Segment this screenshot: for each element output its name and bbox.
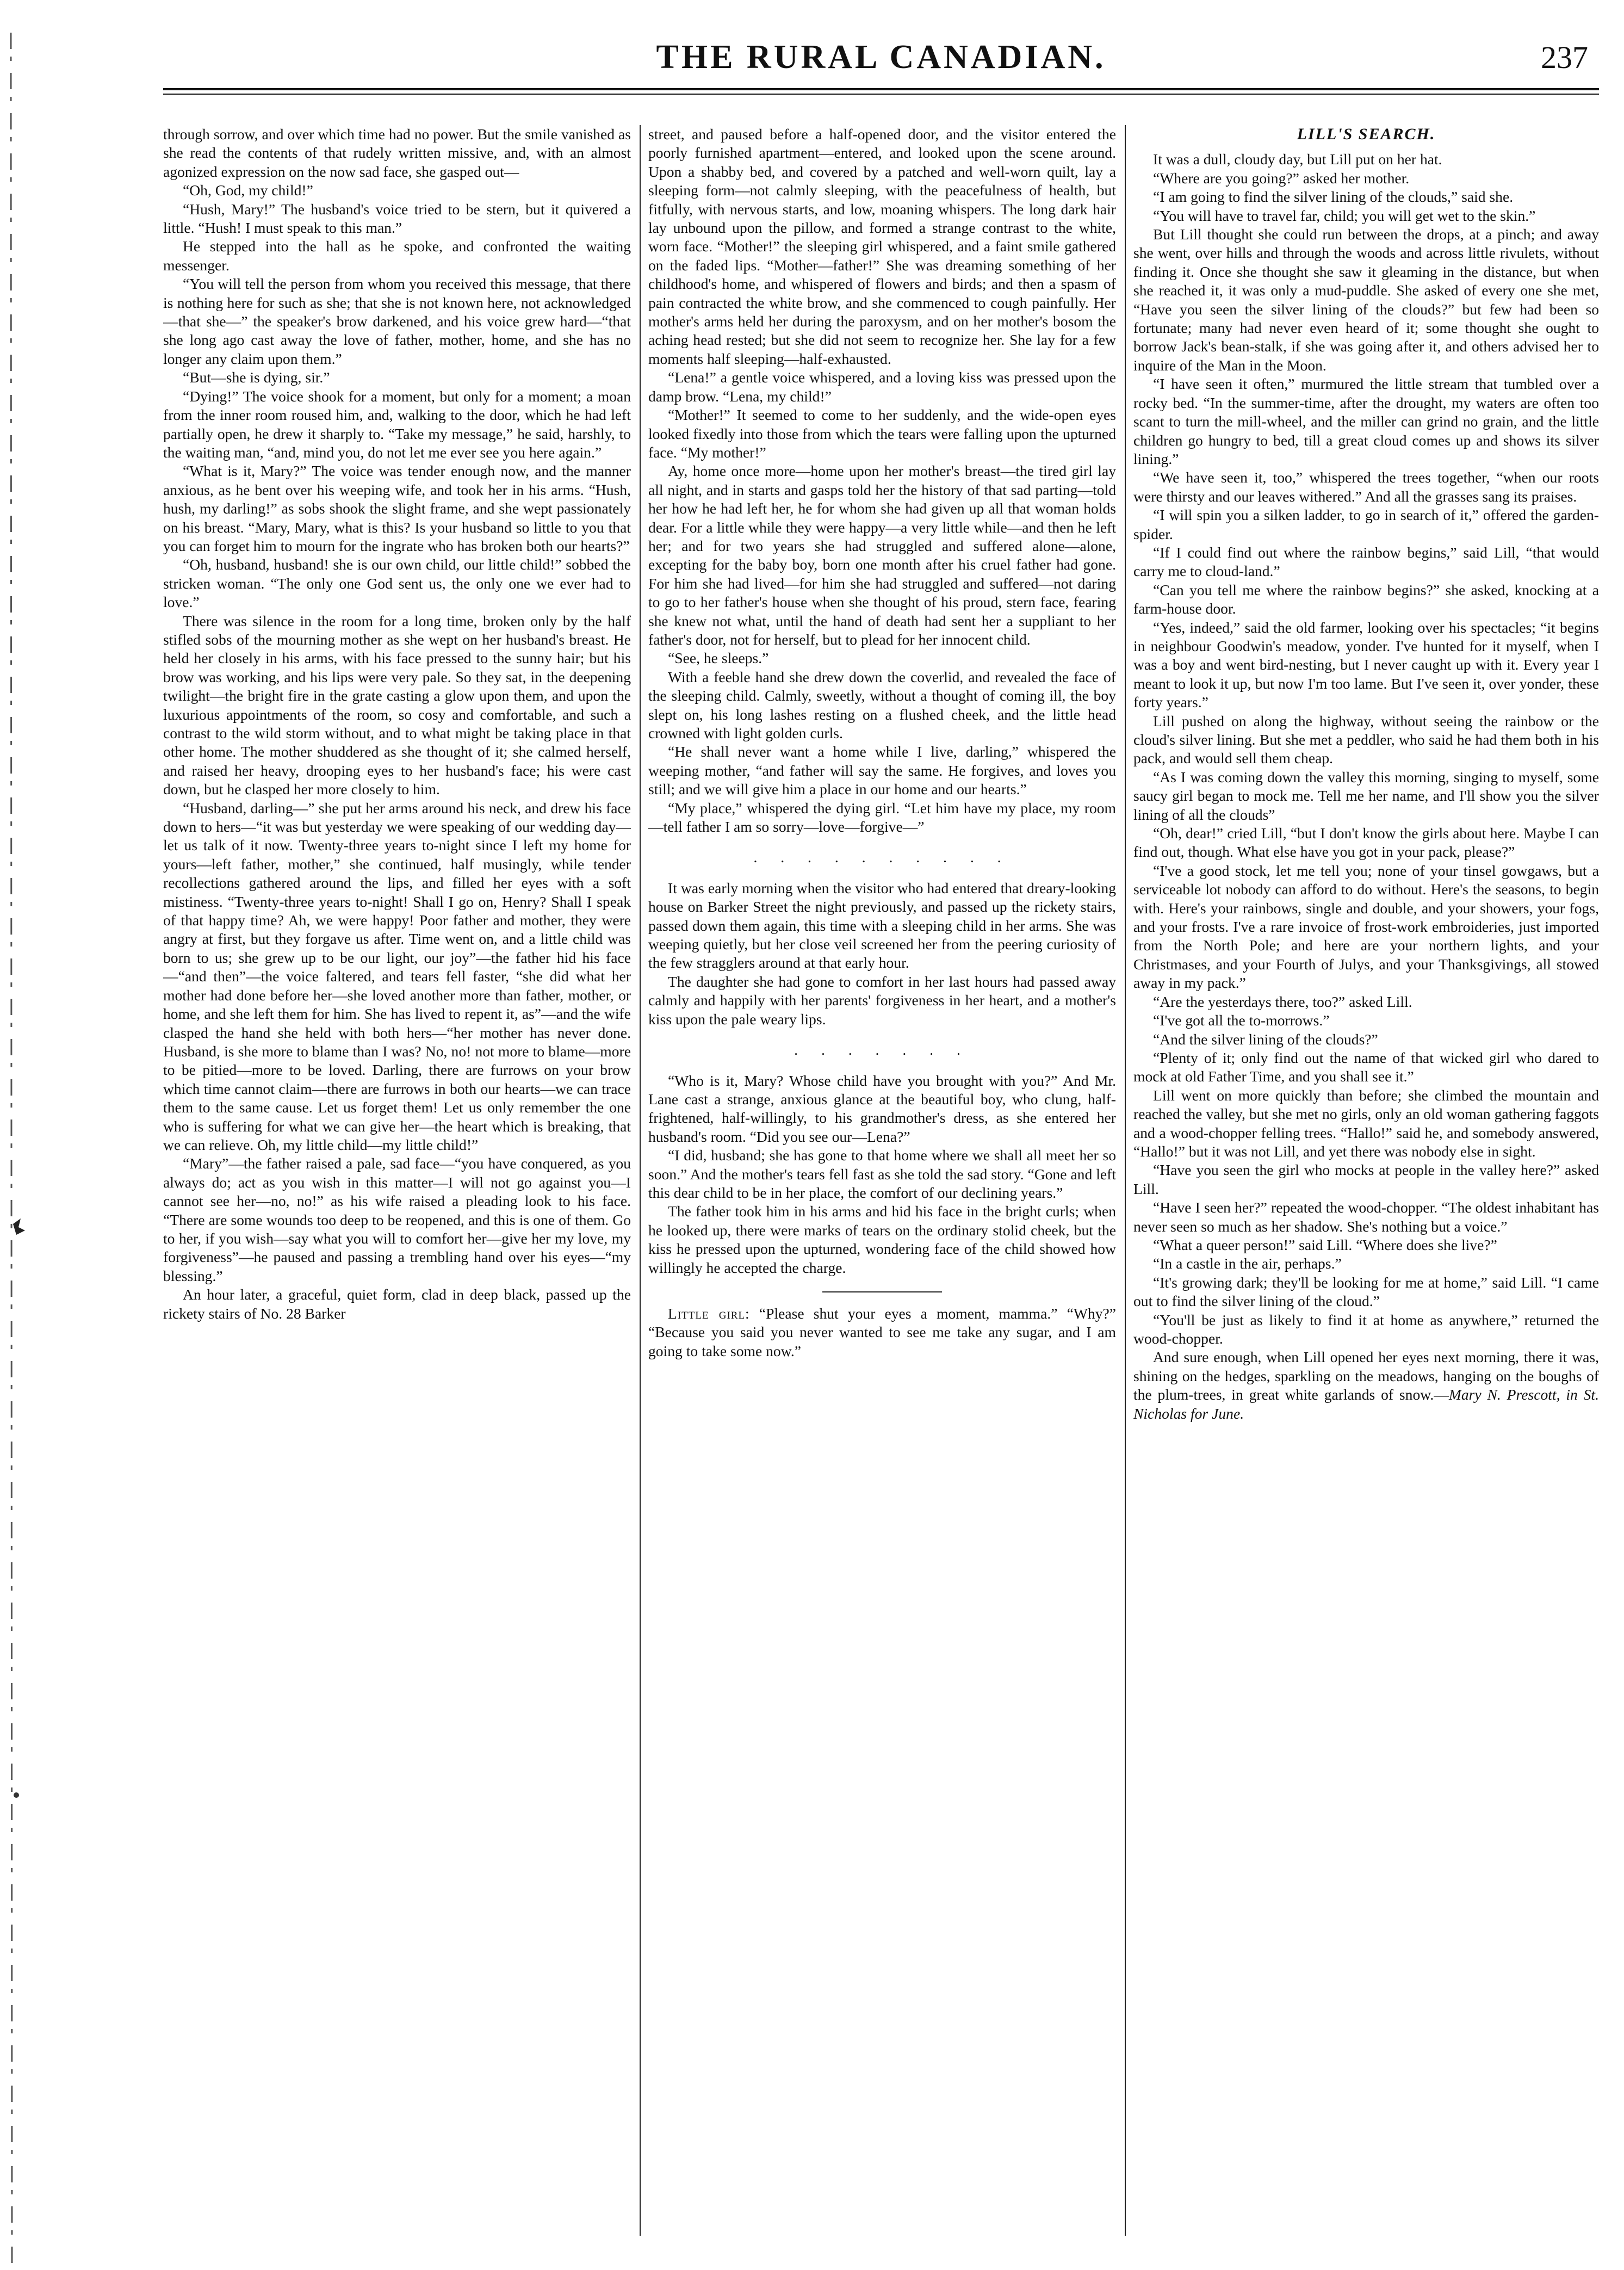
- section-break-dots: . . . . . . .: [794, 1041, 970, 1059]
- paragraph: But Lill thought she could run between the drops, at a pinch; and away she went, over hills and through the woods and across little rivulets, without finding it. Once she thought she saw it gleaming in the distance, but when she reached it, it was only a mud-puddle. She asked of every one she met, “Have you seen the silver lining of the clouds?” but few had been so fortunate; many had never even heard of it; some thought she ought to borrow Jack's bean-stalk, if she was going after it, and others advised her to inquire of the Man in the Moon.: [1133, 226, 1599, 374]
- paragraph: “Dying!” The voice shook for a moment, but only for a moment; a moan from the inner room roused him, and, walking to the door, which he had left partially open, he drew it sharply to. “Take my message,” he said, harshly, to the waiting man, “and, mind you, do not let me ever see you here again.”: [163, 387, 631, 461]
- paragraph: “Hush, Mary!” The husband's voice tried to be stern, but it quivered a little. “Hush! I must speak to this man.”: [163, 200, 631, 237]
- paragraph: “He shall never want a home while I live, darling,” whispered the weeping mother, “and father will say the same. He forgives, and loves you still; and we will give him a place in our home and our hearts.”: [648, 743, 1116, 798]
- paragraph: “See, he sleeps.”: [668, 650, 769, 667]
- paragraph: “What a queer person!” said Lill. “Where does she live?”: [1153, 1236, 1497, 1253]
- paragraph: Lill pushed on along the highway, without seeing the rainbow or the cloud's silver lining. But she met a peddler, who said he had them both in his pack, and would sell them cheap.: [1133, 712, 1599, 767]
- paragraph: through sorrow, and over which time had no power. But the smile vanished as she read the contents of that rudely written missive, and, with an almost agonized expression on the now sad face, she gasped out—: [163, 126, 631, 180]
- column-3: [1133, 125, 1599, 2236]
- paragraph: “You will tell the person from whom you received this message, that there is nothing here for such as she; that she is not known here, not acknowledged—that she—” the speaker's brow darkened, and his voice grew hard—“that she long ago cast away the love of father, mother, home, and she has no longer any claim upon them.”: [163, 275, 631, 367]
- paragraph: There was silence in the room for a long time, broken only by the half stifled sobs of the mourning mother as she wept on her husband's breast. He held her closely in his arms, with his face pressed to the sunny hair; but his brow was working, and his lips were very pale. So they sat, in the deepening twilight—the bright fire in the grate casting a glow upon them, and upon the luxurious appointments of the room, so cosy and comfortable, and such a contrast to the wild storm without, and to what might be taking place in that other home. The mother shuddered as she thought of it; she calmed herself, and raised her heavy, drooping eyes to her husband's face; his were cast down, but he clasped her more closely to him.: [163, 612, 631, 798]
- page-header: [163, 38, 1599, 103]
- paragraph: “Who is it, Mary? Whose child have you brought with you?” And Mr. Lane cast a strange, anxious glance at the beautiful boy, who clung, half-frightened, half-willingly, to his grandmother's dress, as she entered her husband's room. “Did you see our—Lena?”: [648, 1072, 1116, 1145]
- paragraph: “You will have to travel far, child; you will get wet to the skin.”: [1153, 207, 1536, 224]
- paragraph: street, and paused before a half-opened door, and the visitor entered the poorly furnished apartment—entered, and looked upon the scene around. Upon a shabby bed, and covered by a patched and well-worn quilt, lay a sleeping form—not calmly sleeping, with the peacefulness of health, but fitfully, with nervous starts, and low, moaning whispers. The long dark hair lay unbound upon the pillow, and formed a strange contrast to the white, worn face. “Mother!” the sleeping girl whispered, and a faint smile gathered on the faded lips. “Mother—father!” She was dreaming something of her childhood's home, and whispered of flowers and birds; and then a spasm of pain contracted the white brow, and she commenced to cough painfully. Her mother's arms held her during the paroxysm, and on her mother's bosom the aching head rested; but she did not seem to recognize her. She lay for a few moments half sleeping—half-exhausted.: [648, 126, 1116, 367]
- paragraph: The daughter she had gone to comfort in her last hours had passed away calmly and happily with her parents' forgiveness in her heart, and a mother's kiss upon the pale weary lips.: [648, 973, 1116, 1028]
- paragraph: “I did, husband; she has gone to that home where we shall all meet her so soon.” And the mother's tears fell fast as she told the sad story. “Gone and left this dear child to be in her place, the comfort of our declining years.”: [648, 1147, 1116, 1201]
- paragraph: “I've a good stock, let me tell you; none of your tinsel gowgaws, but a serviceable lot nobody can afford to do without. Here's the seasons, to begin with. Here's your rainbows, single and double, and your showers, your fogs, and your frosts. I've a rare invoice of frost-work embroideries, just imported from the North Pole; and here are your northern lights, and your Christmases, and your Fourth of Julys, and your Thanksgivings, all stowed away in my pack.”: [1133, 862, 1599, 992]
- paragraph: Ay, home once more—home upon her mother's breast—the tired girl lay all night, and in starts and gasps told her the history of that sad parting—told her how he had left her, he for whom she had given up all that woman holds dear. For a little while they were happy—a very little while—and then he left her; and for two years she had struggled and suffered alone—alone, excepting for the baby boy, born one month after his cruel father had gone. For him she had lived—for him she had struggled and suffered—not daring to go to her father's house when she thought of his proud, stern face, fearing she knew not what, until the hand of death had sent her a suppliant to her father's door, not for herself, but to plead for her innocent child.: [648, 462, 1116, 648]
- final-text: And sure enough, when Lill opened her eyes next morning, there it was, shining on the hedges, sparkling on the meadows, hanging on the boughs of the plum-trees, in great white garlands of snow.—: [1133, 1349, 1599, 1403]
- paragraph: “Can you tell me where the rainbow begins?” she asked, knocking at a farm-house door.: [1133, 581, 1599, 617]
- paragraph: “Are the yesterdays there, too?” asked Lill.: [1153, 993, 1412, 1010]
- paragraph: It was a dull, cloudy day, but Lill put on her hat.: [1153, 151, 1442, 168]
- paragraph: “In a castle in the air, perhaps.”: [1153, 1255, 1342, 1272]
- paragraph: “Oh, God, my child!”: [183, 182, 313, 199]
- column-1: [163, 125, 631, 2236]
- paragraph: “Yes, indeed,” said the old farmer, looking over his spectacles; “it begins in neighbour Goodwin's meadow, yonder. I've hunted for it myself, when I was a boy and went bird-nesting, but I never caught up with it. Every year I meant to look it up, but now I'm too lame. But I've seen it, over yonder, these forty years.”: [1133, 618, 1599, 711]
- joke-lead: Little girl:: [668, 1304, 750, 1322]
- paragraph-final: [1133, 1348, 1599, 1423]
- paragraph: An hour later, a graceful, quiet form, clad in deep black, passed up the rickety stairs of No. 28 Barker: [163, 1286, 631, 1322]
- item-divider: [822, 1291, 942, 1292]
- paragraph: “Oh, dear!” cried Lill, “but I don't know the girls about here. Maybe I can find out, though. What else have you got in your pack, please?”: [1133, 825, 1599, 861]
- paragraph: “It's growing dark; they'll be looking for me at home,” said Lill. “I came out to find the silver lining of the cloud.”: [1133, 1273, 1599, 1310]
- header-rule: [163, 88, 1599, 90]
- paragraph: “My place,” whispered the dying girl. “Let him have my place, my room—tell father I am so sorry—love—forgive—”: [648, 799, 1116, 836]
- paragraph: “If I could find out where the rainbow begins,” said Lill, “that would carry me to cloud-land.”: [1133, 543, 1599, 580]
- paragraph: “Have you seen the girl who mocks at people in the valley here?” asked Lill.: [1133, 1161, 1599, 1197]
- story-credit: Mary N. Prescott, in St. Nicholas for June.: [1133, 1386, 1599, 1422]
- paragraph: “Plenty of it; only find out the name of that wicked girl who dared to mock at old Father Time, and you shall see it.”: [1133, 1049, 1599, 1085]
- paragraph: The father took him in his arms and hid his face in the bright curls; when he looked up, there were marks of tears on the ordinary stolid cheek, but the kiss he pressed upon the upturned, wondering face of the child showed how willingly he accepted the charge.: [648, 1203, 1116, 1276]
- paragraph: Lill went on more quickly than before; she climbed the mountain and reached the valley, but she met no girls, only an old woman gathering faggots and a wood-chopper felling trees. “Hallo!” said he, and somebody answered, “Hallo!” but it was not Lill, and yet there was nobody else in sight.: [1133, 1086, 1599, 1160]
- paragraph: “But—she is dying, sir.”: [183, 369, 330, 386]
- paragraph: “Husband, darling—” she put her arms around his neck, and drew his face down to hers—“it was but yesterday we were speaking of our wedding day—let us talk of it now. Twenty-three years to-night since I left my home for yours—left father, mother,” she continued, half musingly, while tender recollections gathered around the lips, and filled her eyes with a soft mistiness. “Twenty-three years to-night! Shall I go on, Henry? Shall I speak of that happy time? Ah, we were happy! Poor father and mother, they were angry at first, but they forgave us after. Time went on, and a little child was born to us; she grew up to be our light, our joy”—the father hid his face—“and then”—the voice faltered, and tears fell faster, “she did what her mother had done before her—she loved another more than father, mother, or home, and she left them for him. She has lived to repent it, as”—and the wife clasped the hand she held with both hers—“her mother has never done. Husband, is she more to blame than I was? No, no! not more to blame—more to be pitied—more to be loved. Darling, there are furrows on your brow which time cannot claim—there are furrows in both our hearts—we can trace them to the same cause. Let us forget them! Let us only remember the one who is suffering for what we can give her—the heart which is breaking, that we can relieve. Oh, my little child—my little child!”: [163, 799, 631, 1153]
- paragraph: “I will spin you a silken ladder, to go in search of it,” offered the garden-spider.: [1133, 506, 1599, 542]
- scan-edge-marks: [0, 0, 33, 2270]
- paragraph: It was early morning when the visitor who had entered that dreary-looking house on Barker Street the night previously, and passed up the rickety stairs, passed down them again, this time with a sleeping child in her arms. She was weeping quietly, but her close veil screened her from the peering curiosity of the few stragglers around at that early hour.: [648, 879, 1116, 972]
- paragraph: “You'll be just as likely to find it at home as anywhere,” returned the wood-chopper.: [1133, 1311, 1599, 1347]
- column-divider: [1125, 125, 1126, 2236]
- header-rule-thin: [163, 94, 1599, 95]
- paragraph: “And the silver lining of the clouds?”: [1153, 1030, 1378, 1048]
- column-2: [648, 125, 1116, 2236]
- paragraph: “Mother!” It seemed to come to her suddenly, and the wide-open eyes looked fixedly into those from which the tears were falling upon the upturned face. “My mother!”: [648, 406, 1116, 461]
- paragraph: “Lena!” a gentle voice whispered, and a loving kiss was pressed upon the damp brow. “Lena, my child!”: [648, 369, 1116, 405]
- paragraph: “What is it, Mary?” The voice was tender enough now, and the manner anxious, as he bent over his weeping wife, and took her in his arms. “Hush, hush, my darling!” as sobs shook the slight frame, and she wept passionately on his breast. “Mary, Mary, what is this? Is your husband so little to you that you can forget him to mourn for the ingrate who has broken both our hearts?”: [163, 462, 631, 554]
- story-title: LILL'S SEARCH.: [1297, 125, 1436, 143]
- section-break-dots: . . . . . . . . . .: [753, 849, 1011, 866]
- paragraph: “I have seen it often,” murmured the little stream that tumbled over a rocky bed. “In the summer-time, after the drought, my waters are often too scant to turn the mill-wheel, and the miller can grind no grain, and the little children go hungry to bed, till a great cloud comes up and shows its silver lining.”: [1133, 375, 1599, 467]
- column-divider: [640, 125, 641, 2236]
- paragraph: “I am going to find the silver lining of the clouds,” said she.: [1153, 188, 1514, 206]
- paragraph: “We have seen it, too,” whispered the trees together, “when our roots were thirsty and our leaves withered.” And all the grasses sang its praises.: [1133, 469, 1599, 505]
- paragraph: He stepped into the hall as he spoke, and confronted the waiting messenger.: [163, 238, 631, 274]
- page-number: 237: [1541, 40, 1588, 75]
- paragraph: “Mary”—the father raised a pale, sad face—“you have conquered, as you always do; act as you wish in this matter—I will not go against you—I cannot see her—no, no!” as his wife raised a pleading look to his face. “There are some wounds too deep to be reopened, and this is one of them. Go to her, if you wish—say what you will to comfort her—give her my love, my forgiveness”—he paused and passing a trembling hand over his eyes—“my blessing.”: [163, 1155, 631, 1284]
- joke-body: “Please shut your eyes a moment, mamma.” “Why?” “Because you said you never wanted to see me take any sugar, and I am going to take some now.”: [648, 1304, 1116, 1359]
- paragraph: “I've got all the to-morrows.”: [1153, 1012, 1330, 1029]
- columns: [163, 125, 1599, 2247]
- paragraph: “Oh, husband, husband! she is our own child, our little child!” sobbed the stricken woman. “The only one God sent us, the only one we ever had to love.”: [163, 556, 631, 611]
- paragraph: “Where are you going?” asked her mother.: [1153, 169, 1410, 187]
- paragraph: “As I was coming down the valley this morning, singing to myself, some saucy girl began to mock me. Tell me her name, and I'll show you the silver lining of all the clouds”: [1133, 768, 1599, 823]
- joke-paragraph: [648, 1304, 1116, 1360]
- newspaper-page: [163, 22, 1599, 2257]
- paragraph: “Have I seen her?” repeated the wood-chopper. “The oldest inhabitant has never seen so much as her shadow. She's nothing but a voice.”: [1133, 1199, 1599, 1235]
- masthead: THE RURAL CANADIAN.: [656, 39, 1106, 76]
- paragraph: With a feeble hand she drew down the coverlid, and revealed the face of the sleeping child. Calmly, sweetly, without a thought of coming ill, the boy slept on, his long lashes resting on a flushed cheek, and the little head crowned with light golden curls.: [648, 668, 1116, 741]
